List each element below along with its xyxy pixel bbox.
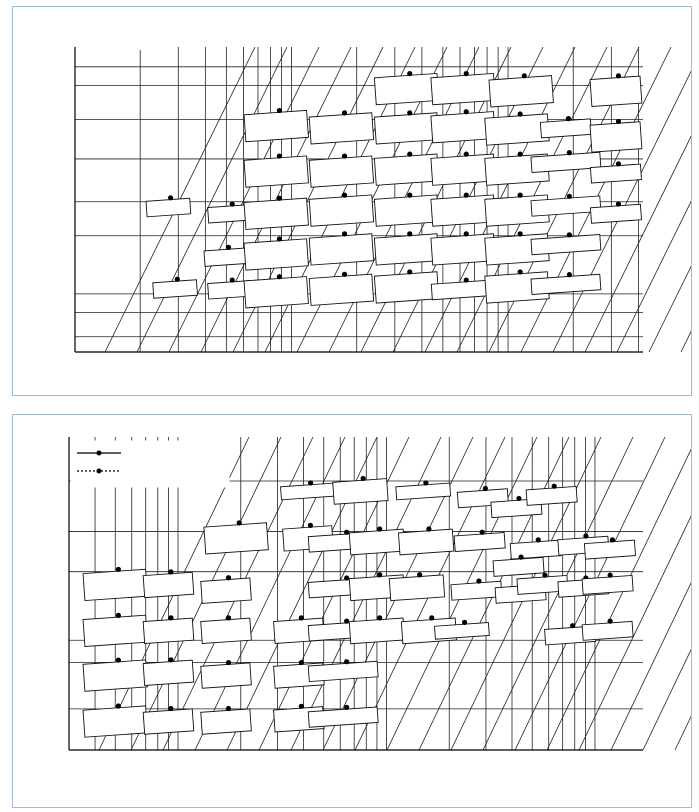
bep-marker	[552, 484, 557, 489]
model-region	[493, 557, 544, 576]
bep-marker	[566, 116, 571, 121]
range-chart-1450-970rpm	[13, 415, 691, 807]
bep-marker	[237, 520, 242, 525]
model-region	[201, 578, 252, 603]
model-region	[398, 529, 453, 555]
bep-marker	[342, 153, 347, 158]
model-region	[83, 615, 147, 646]
specific-speed-line	[643, 437, 691, 750]
bep-marker	[616, 161, 621, 166]
model-region	[83, 660, 147, 691]
bep-marker	[616, 119, 621, 124]
bep-marker	[344, 575, 349, 580]
bep-marker	[518, 269, 523, 274]
bep-marker	[342, 110, 347, 115]
model-region	[143, 660, 194, 685]
model-region	[485, 114, 549, 145]
bep-marker	[226, 575, 231, 580]
model-region	[374, 113, 438, 144]
bep-marker	[616, 201, 621, 206]
model-region	[333, 479, 388, 505]
bep-marker	[344, 619, 349, 624]
bep-marker	[518, 231, 523, 236]
bep-marker	[230, 201, 235, 206]
model-region	[244, 110, 308, 141]
model-region	[584, 540, 635, 559]
bep-marker	[583, 533, 588, 538]
bep-marker	[377, 572, 382, 577]
bep-marker	[168, 569, 173, 574]
model-region	[83, 569, 147, 600]
bep-marker	[429, 615, 434, 620]
bep-marker	[226, 660, 231, 665]
bep-marker	[361, 476, 366, 481]
bep-marker	[476, 578, 481, 583]
model-region	[309, 113, 373, 144]
model-region	[489, 76, 553, 107]
model-region	[201, 618, 252, 643]
bep-marker	[168, 615, 173, 620]
model-region	[582, 621, 633, 640]
model-region	[281, 483, 336, 500]
bep-marker	[226, 615, 231, 620]
bep-marker	[616, 73, 621, 78]
bep-marker	[567, 232, 572, 237]
bep-marker	[542, 573, 547, 578]
model-region	[143, 618, 194, 643]
bep-marker	[226, 245, 231, 250]
bep-marker	[230, 277, 235, 282]
bep-marker	[277, 274, 282, 279]
bep-marker	[299, 704, 304, 709]
bep-marker	[308, 523, 313, 528]
bep-marker	[536, 537, 541, 542]
model-region	[309, 195, 373, 226]
bep-marker	[116, 613, 121, 618]
model-region	[244, 198, 308, 229]
bep-marker	[299, 660, 304, 665]
bep-marker	[277, 108, 282, 113]
model-region	[349, 529, 404, 555]
bep-marker	[417, 572, 422, 577]
model-region	[201, 709, 252, 734]
bep-marker	[277, 196, 282, 201]
bep-marker	[407, 193, 412, 198]
model-region	[349, 618, 404, 644]
legend-box	[71, 441, 229, 487]
specific-speed-line	[649, 47, 691, 352]
bep-marker	[567, 272, 572, 277]
model-region	[389, 575, 444, 601]
bep-marker	[518, 193, 523, 198]
bep-marker	[407, 231, 412, 236]
model-region	[204, 523, 268, 554]
model-region	[526, 486, 577, 505]
bep-marker	[116, 703, 121, 708]
bep-marker	[277, 236, 282, 241]
bep-marker	[464, 193, 469, 198]
bep-marker	[344, 659, 349, 664]
bep-marker	[462, 620, 467, 625]
chart-panel-1450-970rpm	[12, 414, 692, 808]
bep-marker	[608, 619, 613, 624]
bep-marker	[518, 152, 523, 157]
bep-marker	[342, 231, 347, 236]
chart-panel-2900rpm	[12, 6, 692, 396]
bep-marker	[277, 153, 282, 158]
model-region	[204, 248, 249, 267]
model-region	[431, 73, 495, 104]
legend-marker	[97, 451, 102, 456]
bep-marker	[516, 496, 521, 501]
bep-marker	[175, 277, 180, 282]
model-region	[244, 277, 308, 308]
model-region	[540, 119, 591, 138]
model-region	[451, 581, 502, 600]
bep-marker	[407, 269, 412, 274]
bep-marker	[464, 277, 469, 282]
model-region	[590, 204, 641, 223]
model-region	[374, 154, 438, 185]
bep-marker	[344, 530, 349, 535]
model-region	[582, 575, 633, 594]
bep-marker	[168, 706, 173, 711]
bep-marker	[168, 195, 173, 200]
bep-marker	[464, 109, 469, 114]
bep-marker	[518, 111, 523, 116]
specific-speed-line	[611, 437, 691, 750]
bep-marker	[407, 71, 412, 76]
model-region	[201, 663, 252, 688]
specific-speed-line	[681, 47, 691, 352]
range-chart-2900rpm	[13, 7, 691, 395]
bep-marker	[483, 486, 488, 491]
model-region	[83, 706, 147, 737]
model-region	[374, 234, 438, 265]
model-region	[309, 234, 373, 265]
bep-marker	[168, 657, 173, 662]
bep-marker	[464, 231, 469, 236]
bep-marker	[608, 573, 613, 578]
bep-marker	[344, 705, 349, 710]
bep-marker	[567, 194, 572, 199]
model-region	[244, 239, 308, 270]
bep-marker	[480, 530, 485, 535]
specific-speed-line	[675, 437, 691, 750]
bep-marker	[423, 480, 428, 485]
model-region	[153, 280, 198, 299]
model-region	[309, 274, 373, 305]
bep-marker	[464, 71, 469, 76]
model-region	[510, 540, 561, 559]
bep-marker	[426, 526, 431, 531]
bep-marker	[522, 73, 527, 78]
model-region	[143, 572, 194, 597]
model-region	[590, 122, 642, 152]
model-region	[374, 272, 438, 303]
bep-marker	[407, 152, 412, 157]
bep-marker	[116, 567, 121, 572]
model-region	[146, 198, 191, 217]
speed-label-bg	[85, 32, 177, 50]
bep-marker	[342, 272, 347, 277]
model-region	[590, 164, 641, 183]
bep-marker	[377, 615, 382, 620]
bep-marker	[377, 526, 382, 531]
bep-marker	[464, 152, 469, 157]
model-region	[309, 156, 373, 187]
bep-marker	[567, 150, 572, 155]
bep-marker	[308, 480, 313, 485]
model-region	[454, 533, 505, 552]
bep-marker	[518, 555, 523, 560]
bep-marker	[226, 706, 231, 711]
model-region	[244, 156, 308, 187]
bep-marker	[570, 623, 575, 628]
bep-marker	[610, 537, 615, 542]
model-region	[143, 709, 194, 734]
bep-marker	[342, 193, 347, 198]
model-region	[374, 195, 438, 226]
bep-marker	[116, 657, 121, 662]
bep-marker	[407, 110, 412, 115]
legend-marker	[97, 469, 102, 474]
bep-marker	[299, 615, 304, 620]
model-region	[374, 73, 438, 104]
model-region	[396, 483, 451, 500]
model-region	[590, 76, 642, 106]
